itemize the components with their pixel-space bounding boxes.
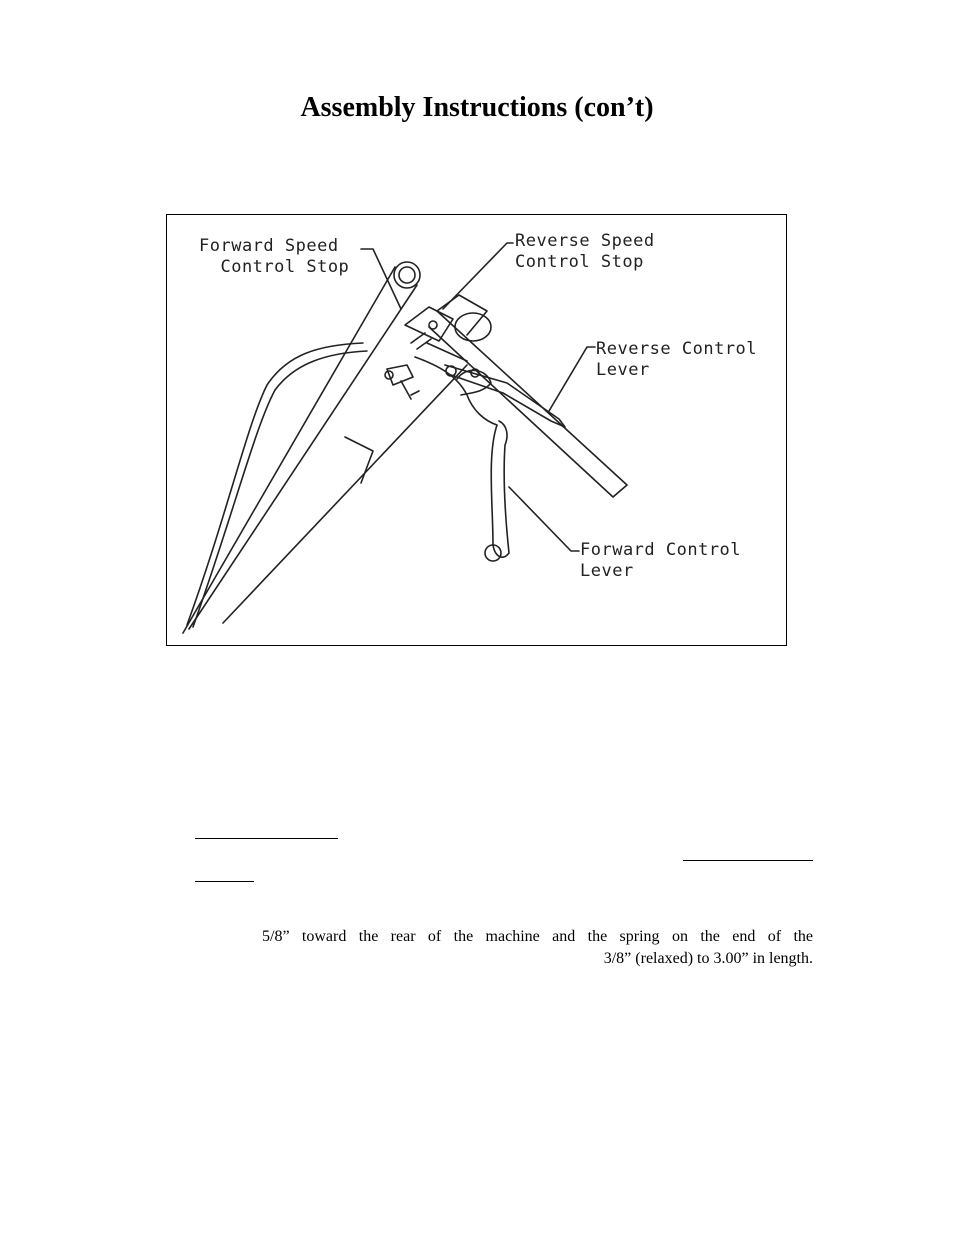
reverse-speed-stop-label: Reverse Speed Control Stop xyxy=(515,231,655,272)
underline-rule xyxy=(195,881,254,882)
underline-rule xyxy=(683,860,813,861)
reverse-control-lever-label: Reverse Control Lever xyxy=(596,339,758,380)
forward-speed-stop-label: Forward Speed Control Stop xyxy=(199,236,350,277)
page-title: Assembly Instructions (con’t) xyxy=(300,92,654,123)
forward-control-lever-label: Forward Control Lever xyxy=(580,540,742,581)
forward-control-lever-leader xyxy=(509,487,579,551)
reverse-control-lever-leader xyxy=(549,347,595,411)
hex-key xyxy=(345,437,373,483)
control-levers-figure xyxy=(166,214,787,646)
handle-drawing xyxy=(167,215,788,647)
handle-tube-outer-line xyxy=(183,267,395,633)
reverse-speed-stop-leader xyxy=(443,243,513,309)
instruction-line-2: 3/8” (relaxed) to 3.00” in length. xyxy=(603,950,813,967)
handle-top-bolt xyxy=(394,262,420,288)
instruction-line-1: 5/8” toward the rear of the machine and the spring on the end of the xyxy=(262,928,813,945)
underline-rule xyxy=(195,838,338,839)
handle-tube-inner-line xyxy=(189,285,417,629)
control-cable xyxy=(187,343,363,625)
